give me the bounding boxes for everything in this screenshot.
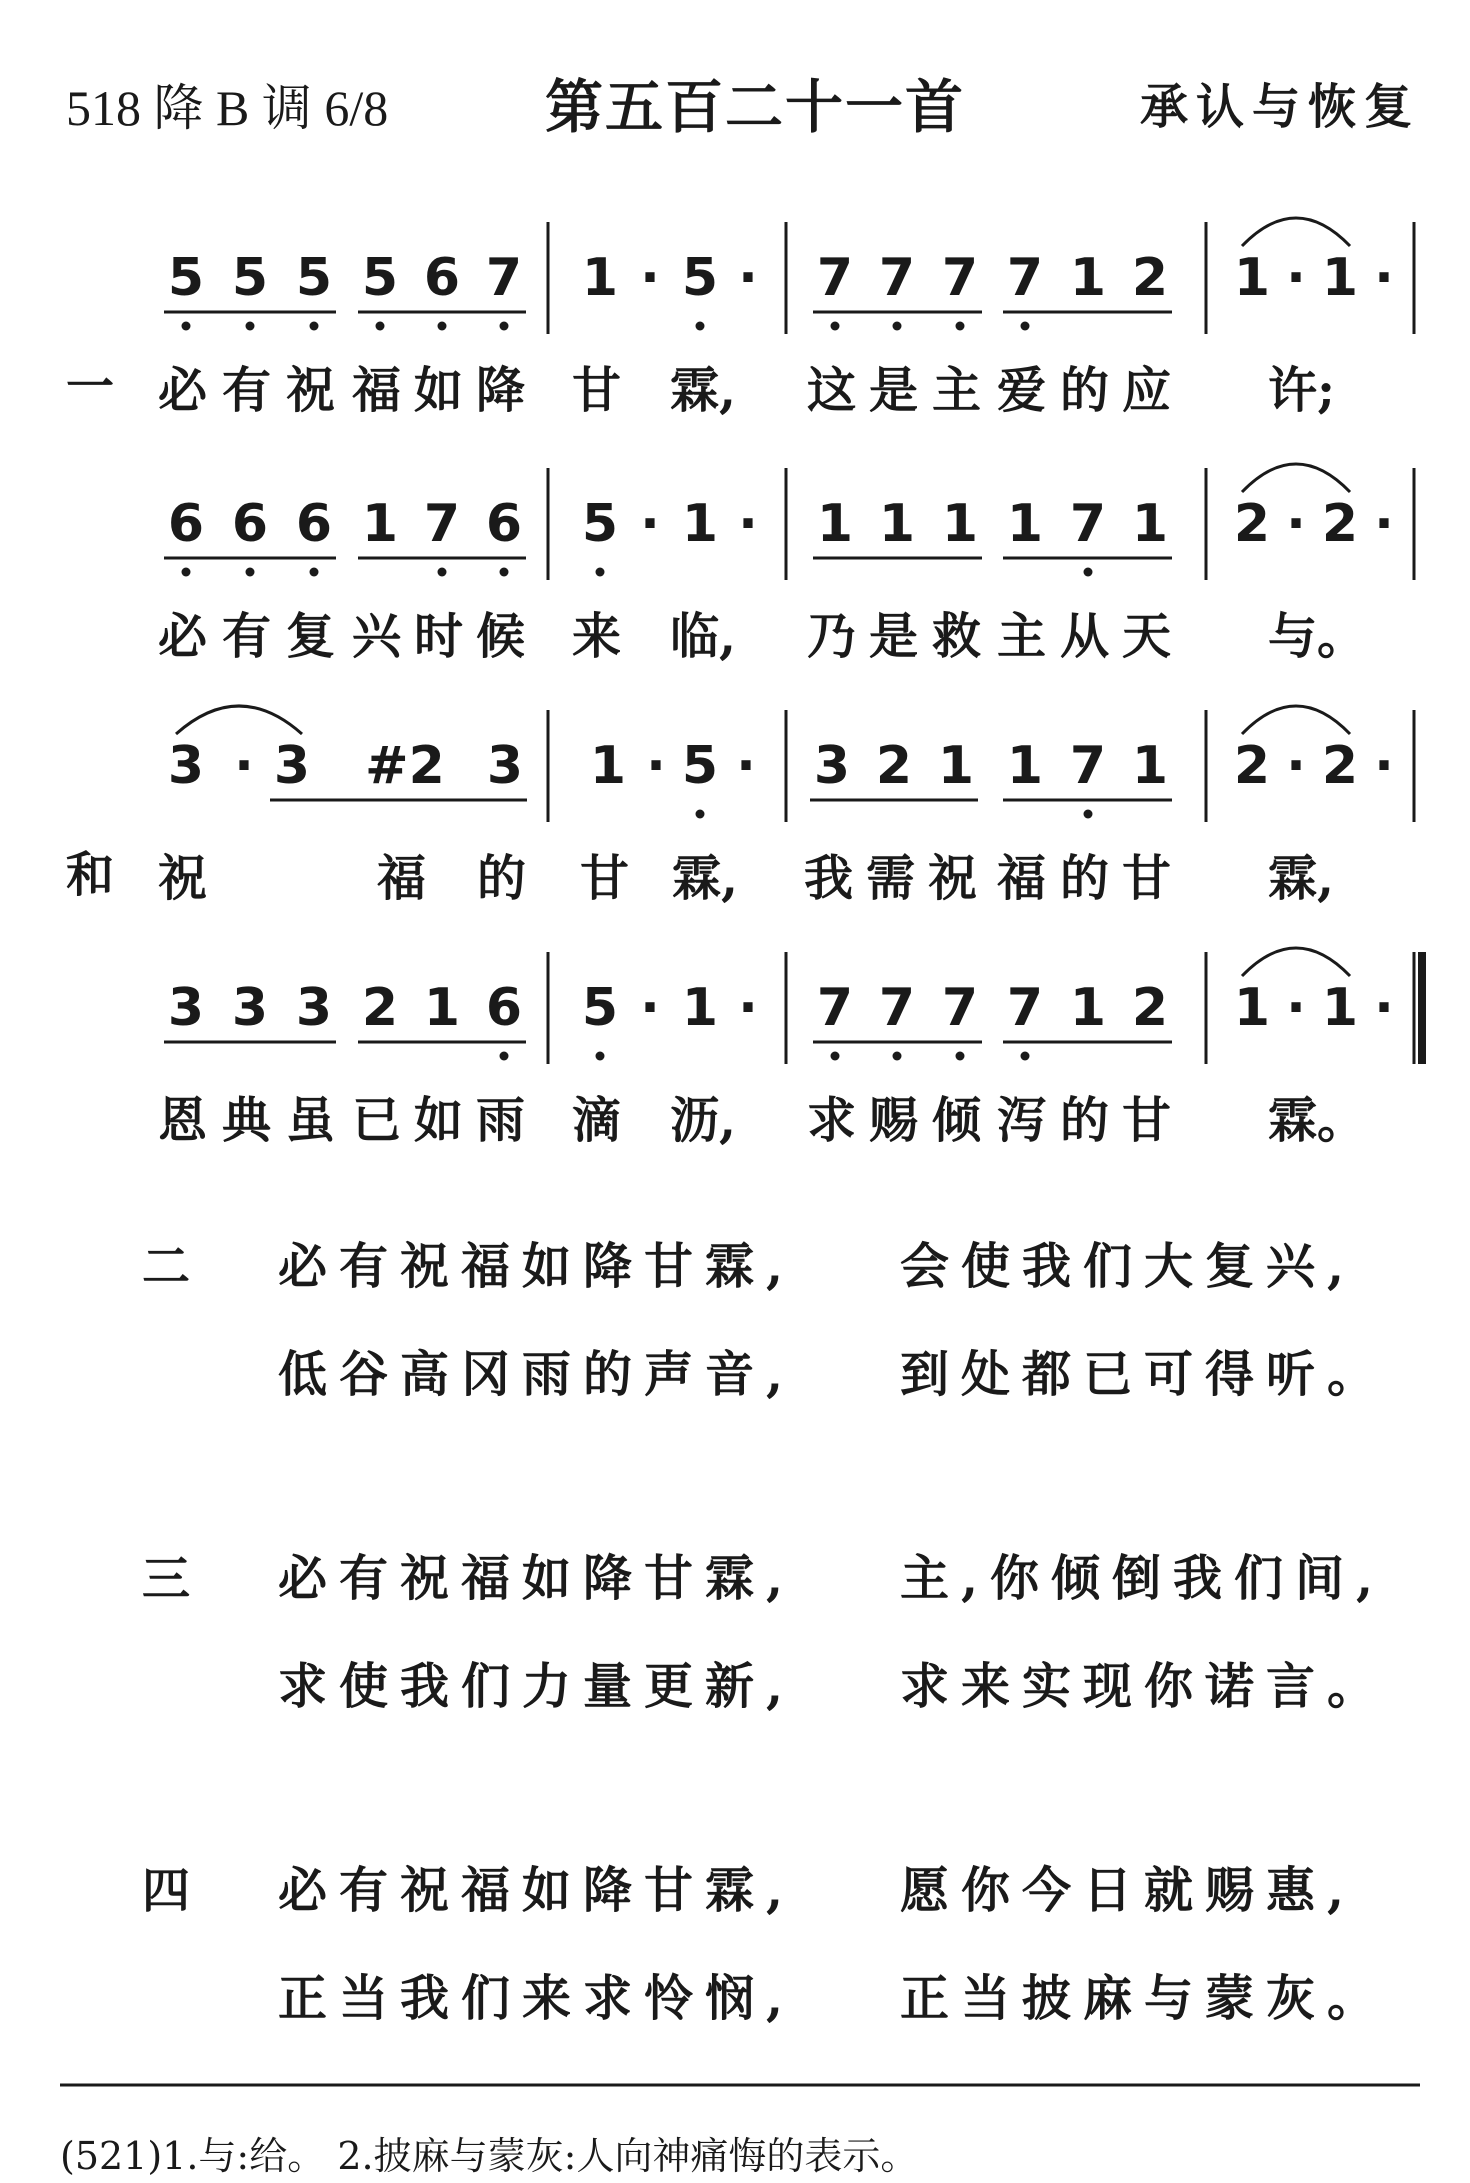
score-note: #2 <box>365 736 445 796</box>
score-note: 1 <box>681 978 719 1038</box>
score-note: · <box>1286 978 1306 1038</box>
score-note: 5 <box>681 736 719 796</box>
lyric-syllable: 应 <box>1122 361 1172 419</box>
score-note: 1 <box>1131 494 1169 554</box>
score-note: 7 <box>878 978 916 1038</box>
score-note: 7 <box>941 978 979 1038</box>
score-note: · <box>646 736 666 796</box>
octave-dot <box>310 322 319 331</box>
lyric-syllable: 爱 <box>997 361 1047 419</box>
score-note: 7 <box>423 494 461 554</box>
lyric-syllable: 求 <box>807 1091 857 1149</box>
score-note: 7 <box>1069 736 1107 796</box>
score-note: · <box>1374 248 1394 308</box>
score-note: 3 <box>295 978 333 1038</box>
slur <box>1242 218 1350 246</box>
octave-dot <box>831 322 840 331</box>
octave-dot <box>696 810 705 819</box>
score-note: 6 <box>295 494 333 554</box>
score-note: · <box>738 978 758 1038</box>
score-note: 1 <box>878 494 916 554</box>
lyric-syllable: 是 <box>869 361 919 419</box>
lyric-syllable: 复 <box>286 607 336 665</box>
lyric-syllable: 候 <box>476 607 526 665</box>
octave-dot <box>246 322 255 331</box>
lyric-syllable: 滴 <box>572 1091 622 1149</box>
lyric-syllable: 我 <box>804 849 854 907</box>
lyric-syllable: 天 <box>1122 607 1172 665</box>
score-note: 2 <box>875 736 913 796</box>
score-note: 1 <box>941 494 979 554</box>
octave-dot <box>246 568 255 577</box>
verse-label: 和 <box>66 847 115 903</box>
score-note: 3 <box>167 736 205 796</box>
lyric-syllable: 降 <box>476 361 526 419</box>
lyric-syllable: 甘 <box>572 361 622 419</box>
lyric-syllable: 祝 <box>928 849 978 907</box>
lyric-syllable: 兴 <box>352 607 402 665</box>
octave-dot <box>596 1052 605 1061</box>
octave-dot <box>500 568 509 577</box>
lyric-syllable: 福 <box>352 361 402 419</box>
lyric-syllable: 乃 <box>807 607 857 665</box>
score-note: · <box>1374 736 1394 796</box>
lyric-syllable: 与。 <box>1268 607 1367 665</box>
score-note: · <box>640 494 660 554</box>
score-note: 2 <box>1233 736 1271 796</box>
lyric-syllable: 有 <box>222 361 272 419</box>
octave-dot <box>376 322 385 331</box>
verse-line-right: 愿你今日就赐惠, <box>900 1861 1357 1919</box>
octave-dot <box>831 1052 840 1061</box>
score-note: · <box>1286 736 1306 796</box>
verse-number: 三 <box>142 1551 191 1607</box>
lyric-syllable: 来 <box>572 607 622 665</box>
score-note: 2 <box>1233 494 1271 554</box>
score-note: 7 <box>816 978 854 1038</box>
octave-dot <box>438 568 447 577</box>
score-note: · <box>234 736 254 796</box>
lyric-syllable: 需 <box>866 849 916 907</box>
score-note: 7 <box>1006 248 1044 308</box>
score-note: 7 <box>1006 978 1044 1038</box>
slur <box>1242 464 1350 492</box>
lyric-syllable: 这 <box>807 361 857 419</box>
lyric-syllable: 倾 <box>932 1091 982 1149</box>
lyric-syllable: 主 <box>997 607 1047 665</box>
lyric-syllable: 的 <box>1060 849 1110 907</box>
score-note: 1 <box>1069 248 1107 308</box>
verse-label: 一 <box>66 359 115 415</box>
score-note: 1 <box>1131 736 1169 796</box>
lyric-syllable: 的 <box>1060 361 1110 419</box>
lyric-syllable: 许; <box>1268 361 1336 419</box>
slur <box>176 706 302 734</box>
score-note: 5 <box>295 248 333 308</box>
score-note: 1 <box>423 978 461 1038</box>
score-note: 2 <box>1131 248 1169 308</box>
verse-number: 四 <box>142 1863 191 1919</box>
score-note: 1 <box>1069 978 1107 1038</box>
score-note: · <box>736 736 756 796</box>
score-note: 1 <box>1321 978 1359 1038</box>
score-note: 5 <box>681 248 719 308</box>
verse-line-right: 求来实现你诺言。 <box>900 1657 1389 1715</box>
score-note: · <box>640 978 660 1038</box>
octave-dot <box>438 322 447 331</box>
slur <box>1242 948 1350 976</box>
hymn-number-key: 518 降 B 调 6/8 <box>66 80 389 136</box>
score-note: 7 <box>816 248 854 308</box>
score-note: 1 <box>1233 978 1271 1038</box>
lyric-syllable: 霖, <box>1268 849 1335 907</box>
lyric-syllable: 的 <box>1060 1091 1110 1149</box>
score-note: 3 <box>813 736 851 796</box>
slur <box>1242 706 1350 734</box>
lyric-syllable: 已 <box>352 1091 402 1149</box>
lyric-syllable: 甘 <box>1122 1091 1172 1149</box>
score-note: 5 <box>231 248 269 308</box>
lyric-syllable: 临, <box>670 607 737 665</box>
octave-dot <box>1021 1052 1030 1061</box>
lyric-syllable: 霖, <box>672 849 739 907</box>
lyric-syllable: 甘 <box>1122 849 1172 907</box>
lyric-syllable: 典 <box>222 1091 272 1149</box>
score-note: 1 <box>1006 736 1044 796</box>
verse-line-right: 到处都已可得听。 <box>900 1345 1389 1403</box>
score-note: 2 <box>361 978 399 1038</box>
score-note: 1 <box>361 494 399 554</box>
score-note: 1 <box>589 736 627 796</box>
verse-line-right: 会使我们大复兴, <box>900 1237 1357 1295</box>
octave-dot <box>696 322 705 331</box>
octave-dot <box>1084 810 1093 819</box>
lyric-syllable: 有 <box>222 607 272 665</box>
octave-dot <box>893 1052 902 1061</box>
score-note: · <box>1286 248 1306 308</box>
octave-dot <box>1084 568 1093 577</box>
score-note: 1 <box>1321 248 1359 308</box>
lyric-syllable: 必 <box>158 361 208 419</box>
score-note: 2 <box>1321 494 1359 554</box>
score-note: 6 <box>485 978 523 1038</box>
octave-dot <box>500 1052 509 1061</box>
lyric-syllable: 赐 <box>869 1091 919 1149</box>
lyric-syllable: 恩 <box>158 1091 208 1149</box>
score-note: 3 <box>231 978 269 1038</box>
score-note: 2 <box>1131 978 1169 1038</box>
lyric-syllable: 的 <box>477 849 527 907</box>
score-note: 7 <box>485 248 523 308</box>
score-note: · <box>1374 494 1394 554</box>
score-note: 7 <box>878 248 916 308</box>
verse-line-left: 求使我们力量更新, <box>278 1657 796 1715</box>
score-note: · <box>738 494 758 554</box>
page-title: 第五百二十一首 <box>545 73 966 141</box>
lyric-syllable: 时 <box>414 607 464 665</box>
lyric-syllable: 泻 <box>997 1091 1047 1149</box>
lyric-syllable: 必 <box>158 607 208 665</box>
lyric-syllable: 祝 <box>158 849 208 907</box>
score-note: 1 <box>816 494 854 554</box>
score-note: 2 <box>1321 736 1359 796</box>
lyric-syllable: 虽 <box>286 1091 336 1149</box>
verse-line-left: 必有祝福如降甘霖, <box>278 1861 796 1919</box>
score-note: 5 <box>581 978 619 1038</box>
octave-dot <box>956 322 965 331</box>
score-note: · <box>640 248 660 308</box>
score-note: 1 <box>1233 248 1271 308</box>
verse-line-left: 低谷高冈雨的声音, <box>278 1345 796 1403</box>
lyric-syllable: 福 <box>997 849 1047 907</box>
score-note: 7 <box>1069 494 1107 554</box>
lyric-syllable: 祝 <box>286 361 336 419</box>
lyric-syllable: 雨 <box>476 1091 526 1149</box>
score-note: 3 <box>486 736 524 796</box>
octave-dot <box>1021 322 1030 331</box>
score-note: 3 <box>167 978 205 1038</box>
lyric-syllable: 是 <box>869 607 919 665</box>
verse-line-right: 主,你倾倒我们间, <box>900 1549 1386 1607</box>
lyric-syllable: 主 <box>932 361 982 419</box>
score-note: 6 <box>167 494 205 554</box>
octave-dot <box>893 322 902 331</box>
footnote: (521)1.与:给。 2.披麻与蒙灰:人向神痛悔的表示。 <box>60 2134 919 2178</box>
lyric-syllable: 救 <box>932 607 982 665</box>
lyric-syllable: 霖, <box>670 361 737 419</box>
score-note: 7 <box>941 248 979 308</box>
lyric-syllable: 如 <box>414 1091 464 1149</box>
octave-dot <box>182 322 191 331</box>
score-note: 1 <box>581 248 619 308</box>
score-note: 6 <box>485 494 523 554</box>
lyric-syllable: 沥, <box>670 1091 737 1149</box>
score-note: 6 <box>231 494 269 554</box>
score-note: · <box>1286 494 1306 554</box>
score-note: 1 <box>1006 494 1044 554</box>
lyric-syllable: 如 <box>414 361 464 419</box>
hymn-theme: 承认与恢复 <box>1140 79 1421 135</box>
lyric-syllable: 福 <box>377 849 427 907</box>
verse-line-left: 必有祝福如降甘霖, <box>278 1549 796 1607</box>
octave-dot <box>500 322 509 331</box>
octave-dot <box>310 568 319 577</box>
score-note: 1 <box>937 736 975 796</box>
score-note: 1 <box>681 494 719 554</box>
footnote-divider <box>0 2080 1470 2090</box>
score-note: · <box>1374 978 1394 1038</box>
lyric-syllable: 霖。 <box>1268 1091 1367 1149</box>
score-note: 5 <box>167 248 205 308</box>
score-note: 6 <box>423 248 461 308</box>
octave-dot <box>596 568 605 577</box>
score-note: · <box>738 248 758 308</box>
verse-line-left: 正当我们来求怜悯, <box>278 1969 796 2027</box>
verse-number: 二 <box>142 1239 191 1295</box>
score-note: 5 <box>581 494 619 554</box>
lyric-syllable: 甘 <box>580 849 630 907</box>
score-note: 3 <box>273 736 311 796</box>
lyric-syllable: 从 <box>1060 607 1110 665</box>
score-note: 5 <box>361 248 399 308</box>
verse-line-left: 必有祝福如降甘霖, <box>278 1237 796 1295</box>
octave-dot <box>182 568 191 577</box>
verse-line-right: 正当披麻与蒙灰。 <box>900 1969 1389 2027</box>
octave-dot <box>956 1052 965 1061</box>
